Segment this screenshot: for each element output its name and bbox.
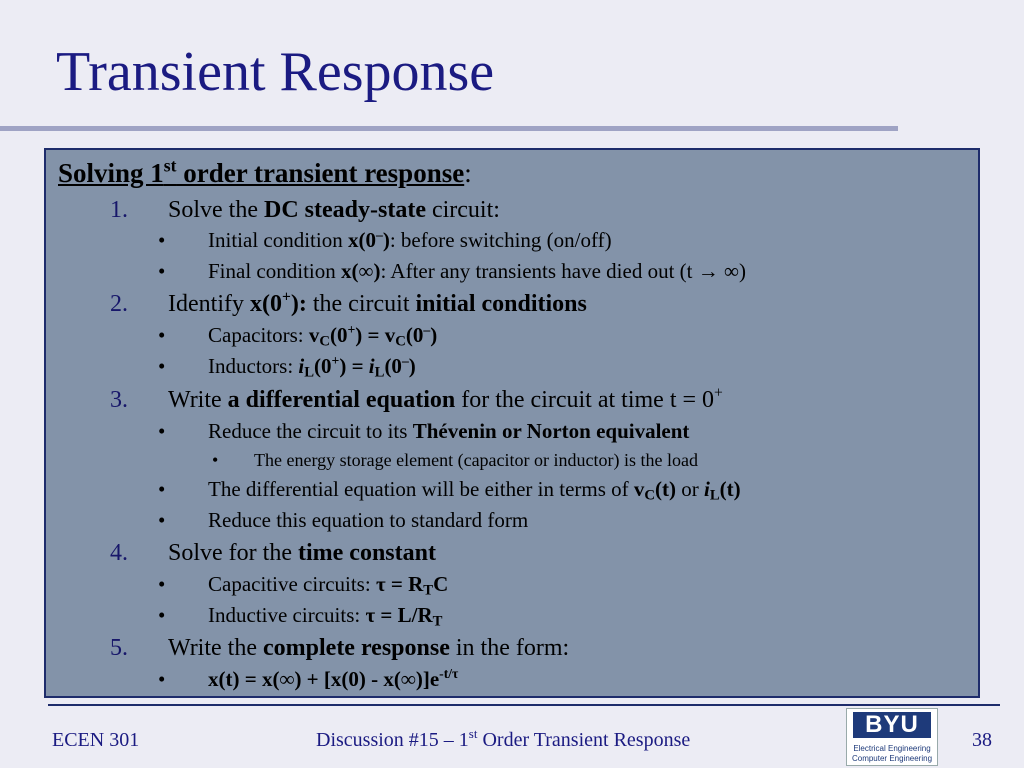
logo-line-1: Electrical Engineering <box>853 744 931 753</box>
logo-line-2: Computer Engineering <box>851 754 933 763</box>
slide-title: Transient Response <box>56 41 495 103</box>
section-heading: Solving 1st order transient response: <box>58 155 472 188</box>
footer-page-number: 38 <box>972 729 992 751</box>
title-divider <box>0 126 898 131</box>
content-box: Solving 1st order transient response: 1. Solve the DC steady-state circuit: • Initial condition x(0–): before switching (on/off) • Final condition x(∞): After any transients have died out (t → ∞) 2. Identify x(0+): the circuit initial conditions • Capacitors: $v_C(0^+) = v_C(0^-)$ • Inductors: $i_L(0^+) = i_L(0^-)$ 3. Write a differential equation for the circuit at time t = 0+ • Reduce the circuit to its Thévenin or Norton equivalent • The energy storage element (capacitor or inductor) is the load • The differential equation will be either in terms of $v_C(t)$ or $i_L(t)$ • Reduce this equation to standard form 4. Solve for the time constant • Capacitive circuits: $\tau = R_TC$ • Inductive circuits: $\tau = L/R_T$ 5. Write the complete response in the form: • $x(t) = x(\infty) + [x(0) - x(\infty)]e^{-t/\tau}$ <box>44 148 980 698</box>
footer-divider <box>48 704 1000 706</box>
byu-logo <box>846 708 938 766</box>
byu-wordmark: BYU <box>853 712 931 738</box>
footer-course: ECEN 301 <box>52 729 140 751</box>
footer-title: Discussion #15 – 1st Order Transient Response <box>316 726 691 751</box>
